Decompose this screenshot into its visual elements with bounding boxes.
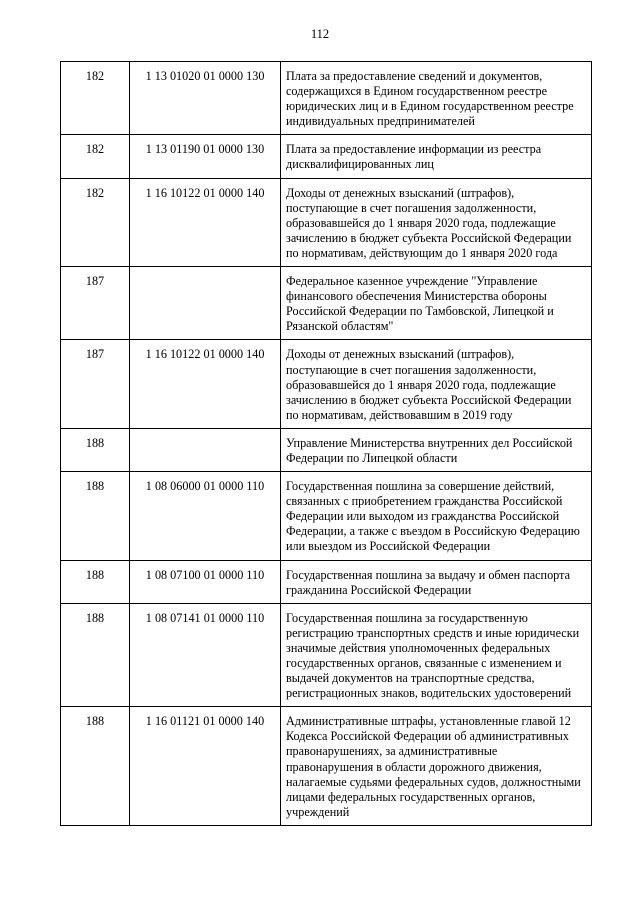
revenue-name-cell: Управление Министерства внутренних дел Российской Федерации по Липецкой области: [281, 428, 592, 471]
admin-code-cell: 182: [61, 62, 130, 135]
revenue-name-cell: Государственная пошлина за выдачу и обмен паспорта гражданина Российской Федерации: [281, 560, 592, 603]
admin-code-cell: 182: [61, 135, 130, 178]
revenue-code-cell: 1 08 06000 01 0000 110: [130, 472, 281, 560]
revenue-name-cell: Доходы от денежных взысканий (штрафов), поступающие в счет погашения задолженности, образовавшейся до 1 января 2020 года, подлежащие зачислению в бюджет субъекта Российской Федерации по нормативам, действовавшим в 2019 году: [281, 340, 592, 428]
table-row: [61, 135, 592, 178]
table-row: [61, 603, 592, 707]
table-row: [61, 267, 592, 340]
table-row: [61, 178, 592, 266]
revenue-name-cell: Федеральное казенное учреждение "Управление финансового обеспечения Министерства обороны Российской Федерации по Тамбовской, Липецкой и Рязанской областям": [281, 267, 592, 340]
revenue-name-cell: Государственная пошлина за государственную регистрацию транспортных средств и иные юридически значимые действия уполномоченных федеральных государственных органов, связанные с изменением и выдачей документов на транспортные средства, регистрационных знаков, водительских удостоверений: [281, 603, 592, 707]
table-row: [61, 560, 592, 603]
table-row: [61, 472, 592, 560]
admin-code-cell: 188: [61, 707, 130, 826]
table-row: [61, 62, 592, 135]
revenue-code-cell: 1 08 07141 01 0000 110: [130, 603, 281, 707]
revenue-code-cell: 1 13 01190 01 0000 130: [130, 135, 281, 178]
revenue-name-cell: Доходы от денежных взысканий (штрафов), поступающие в счет погашения задолженности, образовавшейся до 1 января 2020 года, подлежащие зачислению в бюджет субъекта Российской Федерации по нормативам, действующим до 1 января 2020 года: [281, 178, 592, 266]
revenue-name-cell: Плата за предоставление сведений и документов, содержащихся в Едином государственном реестре юридических лиц и в Едином государственном реестре индивидуальных предпринимателей: [281, 62, 592, 135]
revenue-name-cell: Плата за предоставление информации из реестра дисквалифицированных лиц: [281, 135, 592, 178]
budget-revenue-table: [60, 61, 592, 826]
revenue-code-cell: 1 13 01020 01 0000 130: [130, 62, 281, 135]
revenue-name-cell: Государственная пошлина за совершение действий, связанных с приобретением гражданства Российской Федерации или выходом из гражданства Российской Федерации, а также с въездом в Российскую Федерацию или выездом из Российской Федерации: [281, 472, 592, 560]
admin-code-cell: 188: [61, 560, 130, 603]
admin-code-cell: 182: [61, 178, 130, 266]
admin-code-cell: 188: [61, 428, 130, 471]
revenue-name-cell: Административные штрафы, установленные главой 12 Кодекса Российской Федерации об административных правонарушениях, за административные правонарушения в области дорожного движения, налагаемые судьями федеральных судов, должностными лицами федеральных государственных органов, учреждений: [281, 707, 592, 826]
revenue-code-cell: [130, 428, 281, 471]
table-row: [61, 707, 592, 826]
admin-code-cell: 188: [61, 603, 130, 707]
table-row: [61, 428, 592, 471]
admin-code-cell: 188: [61, 472, 130, 560]
table-row: [61, 340, 592, 428]
admin-code-cell: 187: [61, 340, 130, 428]
revenue-code-cell: 1 16 10122 01 0000 140: [130, 340, 281, 428]
page-number: 112: [310, 27, 330, 41]
revenue-code-cell: [130, 267, 281, 340]
revenue-code-cell: 1 08 07100 01 0000 110: [130, 560, 281, 603]
revenue-code-cell: 1 16 10122 01 0000 140: [130, 178, 281, 266]
revenue-code-cell: 1 16 01121 01 0000 140: [130, 707, 281, 826]
admin-code-cell: 187: [61, 267, 130, 340]
